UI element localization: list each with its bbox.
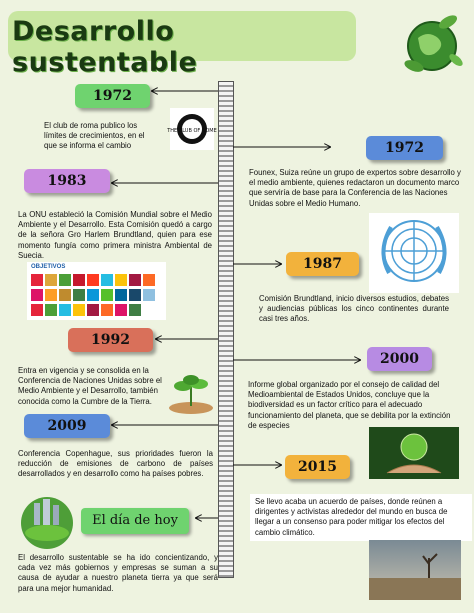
event-1972-founex-text: Founex, Suiza reúne un grupo de expertos sobre desarrollo y el medio ambiente, quienes redactaron un documento marco que serviría de base para la Conferencia de las Naciones Unidas sobre el Medio Humano. — [249, 168, 461, 208]
club-of-rome-logo — [167, 108, 217, 150]
globe-hand-image — [369, 427, 459, 479]
event-2015-text: Se llevo acaba un acuerdo de países, donde reúnen a dirigentes y activistas alrededor del mundo en busca de llegar a un consenso para poder mitigar los efectos del cambio climático. — [250, 494, 472, 541]
page-title: Desarrollo sustentable — [12, 16, 198, 78]
dry-land-image — [369, 540, 461, 600]
today-text: El desarrollo sustentable se ha ido concientizando, y cada vez más gobiernos y empresas se suman a su causa de ayudar a nuestro planeta tierra ya que será para una mejor humanidad. — [18, 553, 218, 593]
event-1987-text: Comisión Brundtland, inicio diversos estudios, debates y audiencias públicas los cinco continentes durante casi tres años. — [259, 294, 449, 324]
sdg-label: OBJETIVOS — [31, 264, 66, 270]
un-emblem-image — [369, 213, 459, 293]
year-badge-1992: 1992 — [68, 328, 153, 352]
year-badge-2015: 2015 — [285, 455, 350, 479]
year-badge-2009: 2009 — [24, 414, 110, 438]
year-badge-1987: 1987 — [286, 252, 359, 276]
event-1992-text: Entra en vigencia y se consolida en la Conferencia de Naciones Unidas sobre el Medio Ambiente y el Desarrollo, también conocida como la Cumbre de la Tierra. — [18, 366, 162, 406]
event-1983-text: La ONU estableció la Comisión Mundial sobre el Medio Ambiente y el Desarrollo. Esta Comisión quedó a cargo de la señora Gro Harlem Brundtland, quien para ese momento fungía como primera ministra Ambiental de Suecia. — [18, 210, 212, 260]
plant-hands-image — [166, 372, 216, 416]
event-2000-text: Informe global organizado por el consejo de calidad del Medioambiental de Estados Unidos, concluye que la biodiversidad es un factor crítico para el adecuado funcionamiento del planeta, que se debilita por la extinción de especies — [248, 380, 451, 430]
event-2009-text: Conferencia Copenhague, sus prioridades fueron la reducción de emisiones de carbono de países desarrollados y en desarrollo como ha países pobres. — [18, 449, 213, 479]
year-badge-2000: 2000 — [367, 347, 432, 371]
sdg-tiles — [31, 274, 163, 318]
year-badge-1983: 1983 — [24, 169, 110, 193]
club-of-rome-logo-text: THE CLUB OF ROME — [167, 128, 217, 134]
event-1972-club-roma-text: El club de roma publico los límites de crecimientos, en el que se informa el cambio — [44, 121, 145, 151]
year-badge-1972-right: 1972 — [366, 136, 443, 160]
today-label: El día de hoy — [81, 508, 189, 534]
eco-city-image — [16, 493, 78, 551]
year-badge-1972-left: 1972 — [75, 84, 150, 108]
sdg-goals-image — [27, 262, 166, 320]
